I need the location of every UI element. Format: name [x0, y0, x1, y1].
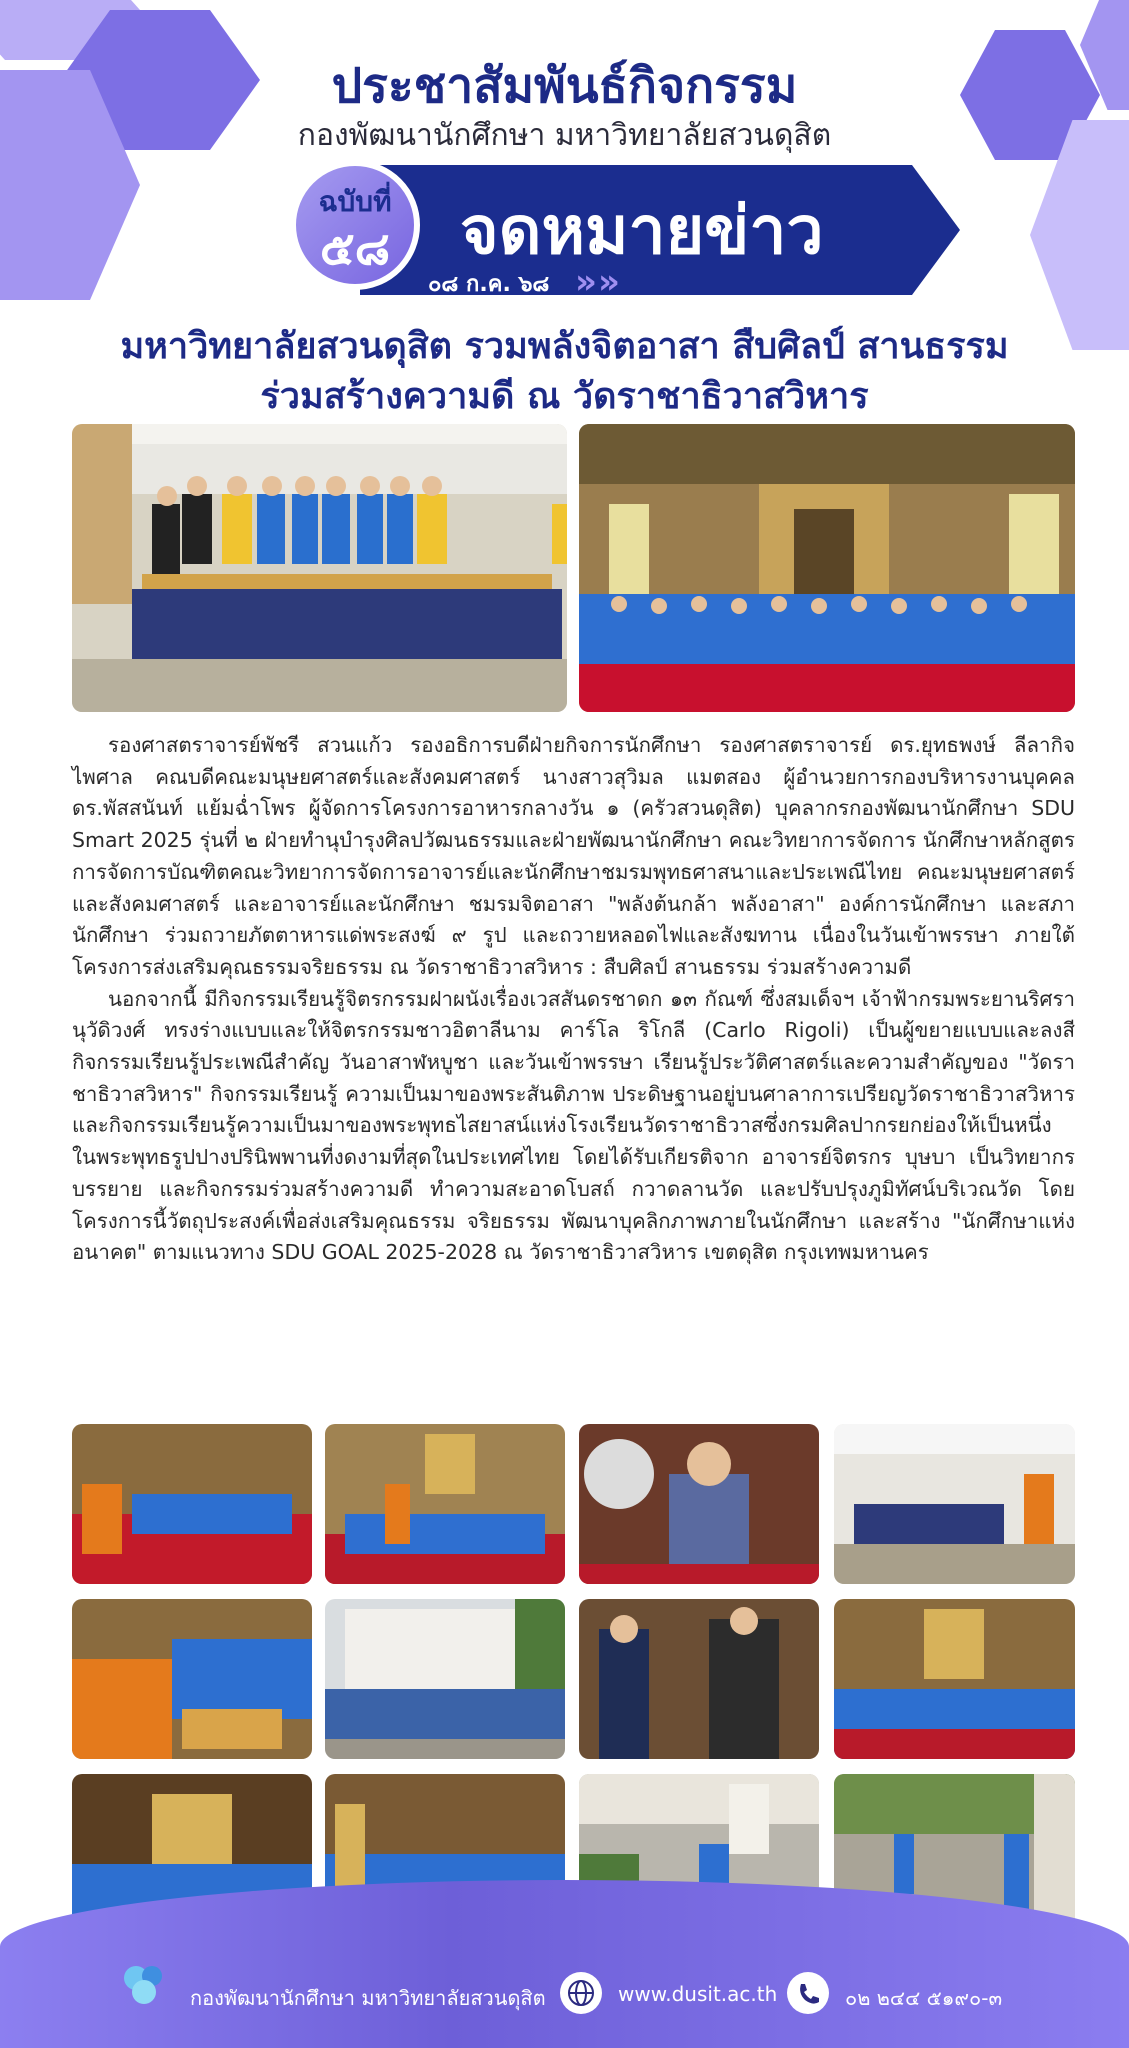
issue-number: ๕๘: [319, 221, 391, 275]
headline: [40, 322, 1089, 422]
issue-badge: [290, 160, 420, 290]
article-body: [72, 730, 1075, 1269]
gallery-photo: [579, 1599, 819, 1759]
gallery-photo: [325, 1424, 565, 1584]
issue-label: ฉบับที่: [318, 185, 392, 218]
headline-line-2: ร่วมสร้างความดี ณ วัดราชาธิวาสวิหาร: [260, 376, 869, 417]
phone-icon: [787, 1972, 829, 2014]
issue-date: ๐๘ ก.ค. ๖๘: [428, 272, 550, 297]
gallery-photo: [579, 1424, 819, 1584]
photo-offering-table: [72, 424, 567, 712]
photo-group-temple: [579, 424, 1075, 712]
page-subtitle: กองพัฒนานักศึกษา มหาวิทยาลัยสวนดุสิต: [297, 118, 832, 153]
footer-org: กองพัฒนานักศึกษา มหาวิทยาลัยสวนดุสิต: [190, 1986, 546, 2010]
org-logo: [118, 1962, 172, 2008]
gallery-photo: [325, 1599, 565, 1759]
gallery-photo: [72, 1424, 312, 1584]
chevron-icon: »: [575, 262, 597, 302]
article-paragraph: รองศาสตราจารย์พัชรี สวนแก้ว รองอธิการบดีฝ่ายกิจการนักศึกษา รองศาสตราจารย์ ดร.ยุทธพงษ์ ลีลากิจไพศาล คณบดีคณะมนุษยศาสตร์และสังคมศาสตร์ นางสาวสุวิมล แมตสอง ผู้อำนวยการกองบริหารงานบุคคล ดร.พัสสนันท์ แย้มฉ่ำโพร ผู้จัดการโครงการอาหารกลางวัน ๑ (ครัวสวนดุสิต) บุคลากรกองพัฒนานักศึกษา SDU Smart 2025 รุ่นที่ ๒ ฝ่ายทำนุบำรุงศิลปวัฒนธรรมและฝ่ายพัฒนานักศึกษา คณะวิทยาการจัดการ นักศึกษาหลักสูตรการจัดการบัณฑิตคณะวิทยาการจัดการอาจารย์และนักศึกษาชมรมพุทธศาสนาและประเพณีไทย คณะมนุษยศาสตร์และสังคมศาสตร์ และอาจารย์และนักศึกษา ชมรมจิตอาสา "พลังต้นกล้า พลังอาสา" องค์การนักศึกษา และสภานักศึกษา ร่วมถวายภัตตาหารแด่พระสงฆ์ ๙ รูป และถวายหลอดไฟและสังฆทาน เนื่องในวันเข้าพรรษา ภายใต้โครงการส่งเสริมคุณธรรมจริยธรรม ณ วัดราชาธิวาสวิหาร : สืบศิลป์ สานธรรม ร่วมสร้างความดี: [72, 733, 1075, 979]
gallery-photo: [834, 1424, 1075, 1584]
chevron-icon: »: [598, 262, 620, 302]
globe-icon: [560, 1972, 602, 2014]
footer-website[interactable]: www.dusit.ac.th: [618, 1982, 778, 2006]
article-paragraph: นอกจากนี้ มีกิจกรรมเรียนรู้จิตรกรรมฝาผนังเรื่องเวสสันดรชาดก ๑๓ กัณฑ์ ซึ่งสมเด็จฯ เจ้าฟ้ากรมพระยานริศรานุวัดิวงศ์ ทรงร่างแบบและให้จิตรกรรมชาวอิตาลีนาม คาร์โล ริโกลี (Carlo Rigoli) เป็นผู้ขยายแบบและลงสี กิจกรรมเรียนรู้ประเพณีสำคัญ วันอาสาฬหบูชา และวันเข้าพรรษา เรียนรู้ประวัติศาสตร์และความสำคัญของ "วัดราชาธิวาสวิหาร" กิจกรรมเรียนรู้ ความเป็นมาของพระสันติภาพ ประดิษฐานอยู่บนศาลาการเปรียญวัดราชาธิวาสวิหารและกิจกรรมเรียนรู้ความเป็นมาของพระพุทธไสยาสน์แห่งโรงเรียนวัดราชาธิวาสซึ่งกรมศิลปากรยกย่องให้เป็นหนึ่งในพระพุทธรูปปางปรินิพพานที่งดงามที่สุดในประเทศไทย โดยได้รับเกียรติจาก อาจารย์จิตรกร บุษบา เป็นวิทยากรบรรยาย และกิจกรรมร่วมสร้างความดี ทำความสะอาดโบสถ์ กวาดลานวัด และปรับปรุงภูมิทัศน์บริเวณวัด โดยโครงการนี้วัตถุประสงค์เพื่อส่งเสริมคุณธรรม จริยธรรม พัฒนาบุคลิกภาพภายในนักศึกษา และสร้าง "นักศึกษาแห่งอนาคต" ตามแนวทาง SDU GOAL 2025-2028 ณ วัดราชาธิวาสวิหาร เขตดุสิต กรุงเทพมหานคร: [72, 986, 1075, 1265]
headline-line-1: มหาวิทยาลัยสวนดุสิต รวมพลังจิตอาสา สืบศิลป์ สานธรรม: [120, 326, 1009, 367]
newsletter-title: จดหมายข่าว: [460, 192, 824, 269]
gallery-photo: [72, 1599, 312, 1759]
page-title: ประชาสัมพันธ์กิจกรรม: [331, 58, 798, 114]
footer-phone[interactable]: ๐๒ ๒๔๔ ๕๑๙๐-๓: [845, 1986, 1003, 2010]
gallery-photo: [834, 1599, 1075, 1759]
